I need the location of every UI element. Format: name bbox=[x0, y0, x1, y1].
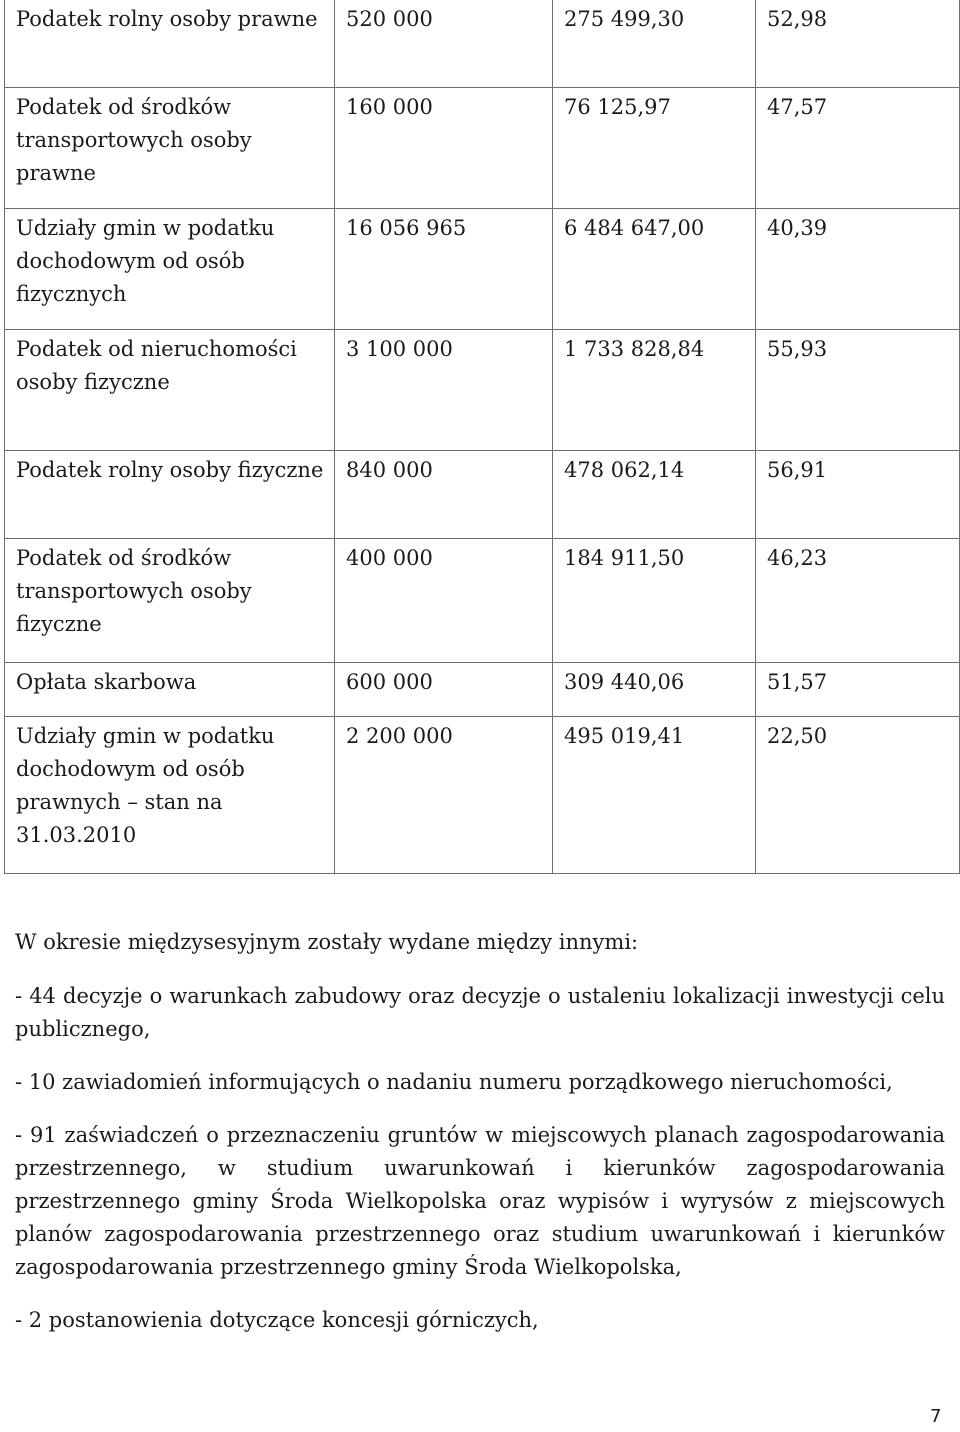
tax-name-cell: Podatek rolny osoby fizyczne bbox=[5, 450, 335, 538]
tax-name-cell: Podatek od środków transportowych osoby prawne bbox=[5, 87, 335, 208]
percent-cell: 40,39 bbox=[756, 208, 960, 329]
tax-name-cell: Podatek rolny osoby prawne bbox=[5, 0, 335, 87]
page-number: 7 bbox=[930, 1406, 942, 1427]
table-row bbox=[5, 87, 960, 208]
list-item: - 44 decyzje o warunkach zabudowy oraz decyzje o ustaleniu lokalizacji inwestycji celu publicznego, bbox=[15, 984, 945, 1041]
table-row bbox=[5, 208, 960, 329]
table-row bbox=[5, 662, 960, 716]
planned-amount-cell: 520 000 bbox=[335, 0, 553, 87]
body-text bbox=[15, 926, 945, 1357]
planned-amount-cell: 2 200 000 bbox=[335, 716, 553, 873]
table-row bbox=[5, 0, 960, 87]
planned-amount-cell: 160 000 bbox=[335, 87, 553, 208]
tax-name-cell: Udziały gmin w podatku dochodowym od osób fizycznych bbox=[5, 208, 335, 329]
executed-amount-cell: 275 499,30 bbox=[553, 0, 756, 87]
percent-cell: 47,57 bbox=[756, 87, 960, 208]
tax-revenue-table bbox=[4, 0, 960, 874]
tax-name-cell: Opłata skarbowa bbox=[5, 662, 335, 716]
table-row bbox=[5, 716, 960, 873]
tax-name-cell: Podatek od nieruchomości osoby fizyczne bbox=[5, 329, 335, 450]
table-row bbox=[5, 450, 960, 538]
list-item: - 2 postanowienia dotyczące koncesji górniczych, bbox=[15, 1308, 539, 1332]
list-item: - 91 zaświadczeń o przeznaczeniu gruntów w miejscowych planach zagospodarowania przestrzennego, w studium uwarunkowań i kierunków zagospodarowania przestrzennego gminy Środa Wielkopolska oraz wypisów i wyrysów z miejscowych planów zagospodarowania przestrzennego oraz studium uwarunkowań i kierunków zagospodarowania przestrzennego gminy Środa Wielkopolska, bbox=[15, 1123, 945, 1279]
executed-amount-cell: 1 733 828,84 bbox=[553, 329, 756, 450]
intro-paragraph: W okresie międzysesyjnym zostały wydane między innymi: bbox=[15, 930, 639, 954]
list-item: - 10 zawiadomień informujących o nadaniu numeru porządkowego nieruchomości, bbox=[15, 1070, 893, 1094]
executed-amount-cell: 76 125,97 bbox=[553, 87, 756, 208]
executed-amount-cell: 309 440,06 bbox=[553, 662, 756, 716]
percent-cell: 46,23 bbox=[756, 538, 960, 662]
percent-cell: 22,50 bbox=[756, 716, 960, 873]
tax-name-cell: Udziały gmin w podatku dochodowym od osób prawnych – stan na 31.03.2010 bbox=[5, 716, 335, 873]
percent-cell: 55,93 bbox=[756, 329, 960, 450]
executed-amount-cell: 184 911,50 bbox=[553, 538, 756, 662]
percent-cell: 51,57 bbox=[756, 662, 960, 716]
planned-amount-cell: 600 000 bbox=[335, 662, 553, 716]
executed-amount-cell: 478 062,14 bbox=[553, 450, 756, 538]
table-row bbox=[5, 329, 960, 450]
percent-cell: 56,91 bbox=[756, 450, 960, 538]
table-row bbox=[5, 538, 960, 662]
planned-amount-cell: 16 056 965 bbox=[335, 208, 553, 329]
planned-amount-cell: 400 000 bbox=[335, 538, 553, 662]
executed-amount-cell: 495 019,41 bbox=[553, 716, 756, 873]
planned-amount-cell: 3 100 000 bbox=[335, 329, 553, 450]
planned-amount-cell: 840 000 bbox=[335, 450, 553, 538]
tax-name-cell: Podatek od środków transportowych osoby fizyczne bbox=[5, 538, 335, 662]
percent-cell: 52,98 bbox=[756, 0, 960, 87]
executed-amount-cell: 6 484 647,00 bbox=[553, 208, 756, 329]
